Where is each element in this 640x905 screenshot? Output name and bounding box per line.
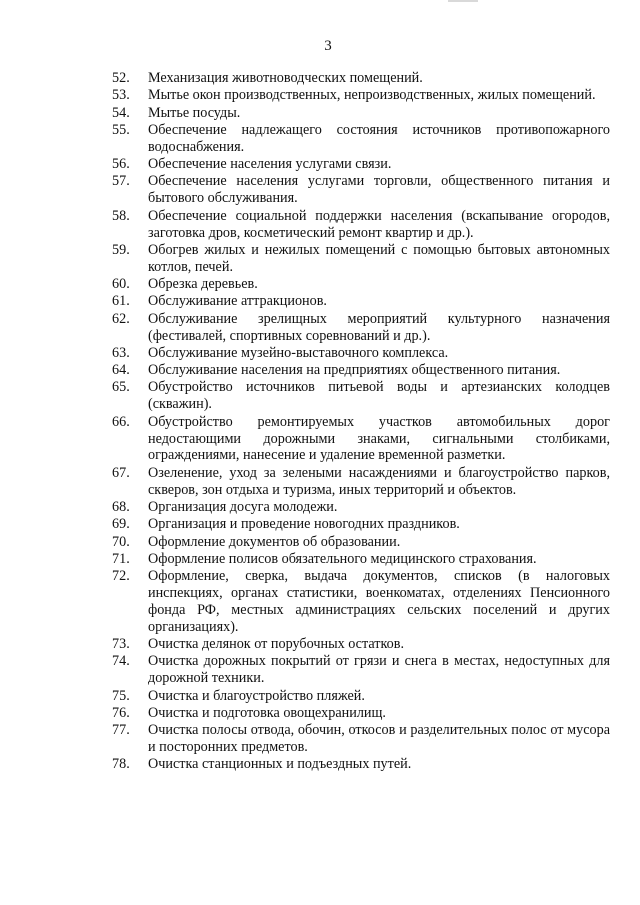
scan-artifact: [448, 0, 478, 2]
list-item-number: 68.: [112, 498, 130, 515]
list-item-text: Мытье посуды.: [148, 104, 241, 121]
list-item: [112, 293, 610, 310]
list-item: [112, 70, 610, 87]
list-item-number: 62.: [112, 310, 130, 327]
list-item: [112, 705, 610, 722]
list-item-number: 78.: [112, 756, 130, 773]
list-item-number: 57.: [112, 173, 130, 190]
list-item-number: 63.: [112, 344, 130, 361]
list-item-number: 52.: [112, 70, 130, 86]
list-item-text: Очистка дорожных покрытий от грязи и снега в местах, недоступных для дорожной техники.: [148, 653, 610, 687]
list-item: [112, 276, 610, 293]
list-item-number: 53.: [112, 87, 130, 104]
list-item-text: Очистка и благоустройство пляжей.: [148, 687, 365, 704]
list-item: [112, 311, 610, 345]
list-item-text: Обслуживание зрелищных мероприятий культурного назначения (фестивалей, спортивных соревнований и др.).: [148, 310, 610, 344]
numbered-list: [112, 70, 610, 774]
list-item-number: 60.: [112, 276, 130, 292]
list-item: [112, 568, 610, 636]
list-item: [112, 414, 610, 465]
list-item-text: Очистка делянок от порубочных остатков.: [148, 636, 404, 653]
list-item-text: Очистка и подготовка овощехранилищ.: [148, 704, 386, 721]
list-item: [112, 465, 610, 499]
list-item-number: 61.: [112, 293, 130, 310]
list-item: [112, 534, 610, 551]
list-item-text: Озеленение, уход за зелеными насаждениями и благоустройство парков, скверов, зон отдыха и туризма, иных территорий и объектов.: [148, 464, 610, 498]
list-item-text: Обеспечение населения услугами торговли, общественного питания и бытового обслуживания.: [148, 173, 610, 207]
list-item-number: 71.: [112, 550, 130, 567]
list-item: [112, 688, 610, 705]
list-item-number: 64.: [112, 362, 130, 379]
list-item-number: 67.: [112, 464, 130, 481]
list-item-text: Оформление документов об образовании.: [148, 533, 401, 550]
list-item-text: Обслуживание музейно-выставочного комплекса.: [148, 344, 449, 361]
list-item-number: 54.: [112, 104, 130, 121]
list-item-text: Обеспечение социальной поддержки населения (вскапывание огородов, заготовка дров, косметический ремонт квартир и др.).: [148, 207, 610, 241]
list-item-number: 59.: [112, 241, 130, 258]
list-item: [112, 242, 610, 276]
list-item: [112, 345, 610, 362]
list-item-text: Обеспечение населения услугами связи.: [148, 156, 392, 173]
list-item-text: Обогрев жилых и нежилых помещений с помощью бытовых автономных котлов, печей.: [148, 241, 610, 275]
list-item: [112, 551, 610, 568]
list-item-number: 58.: [112, 207, 130, 224]
list-item: [112, 122, 610, 156]
list-item-number: 77.: [112, 722, 130, 739]
list-item-text: Организация досуга молодежи.: [148, 498, 338, 515]
list-item-number: 65.: [112, 379, 130, 396]
list-item-text: Очистка полосы отвода, обочин, откосов и разделительных полос от мусора и посторонних предметов.: [148, 722, 610, 756]
list-item: [112, 105, 610, 122]
list-item: [112, 499, 610, 516]
list-item-text: Обеспечение надлежащего состояния источников противопожарного водоснабжения.: [148, 121, 610, 155]
list-item-number: 66.: [112, 413, 130, 430]
list-item-number: 55.: [112, 121, 130, 138]
list-item-number: 69.: [112, 516, 130, 533]
list-item-text: Обустройство источников питьевой воды и артезианских колодцев (скважин).: [148, 379, 610, 413]
list-item-text: Обрезка деревьев.: [148, 276, 258, 292]
list-item: [112, 156, 610, 173]
list-item-number: 74.: [112, 653, 130, 670]
list-item: [112, 756, 610, 773]
list-item-text: Мытье окон производственных, непроизводственных, жилых помещений.: [148, 87, 596, 104]
list-item-number: 73.: [112, 636, 130, 653]
list-item-number: 70.: [112, 533, 130, 550]
list-item: [112, 722, 610, 756]
list-item-number: 56.: [112, 156, 130, 173]
list-item: [112, 208, 610, 242]
list-item-number: 76.: [112, 704, 130, 721]
list-item-text: Оформление, сверка, выдача документов, списков (в налоговых инспекциях, органах статистики, военкоматах, отделениях Пенсионного фонда РФ, местных администрациях сельских поселений и других организациях).: [148, 568, 610, 635]
list-item: [112, 173, 610, 207]
list-item-text: Механизация животноводческих помещений.: [148, 70, 423, 86]
list-item: [112, 362, 610, 379]
list-item: [112, 653, 610, 687]
list-item-text: Обслуживание аттракционов.: [148, 293, 327, 310]
list-item-text: Оформление полисов обязательного медицинского страхования.: [148, 550, 537, 567]
list-item-text: Обустройство ремонтируемых участков автомобильных дорог недостающими дорожными знаками, сигнальными столбиками, ограждениями, нанесение и удаление временной разметки.: [148, 413, 610, 464]
list-item: [112, 87, 610, 104]
list-item-text: Обслуживание населения на предприятиях общественного питания.: [148, 362, 561, 379]
list-item-number: 75.: [112, 687, 130, 704]
list-item-text: Организация и проведение новогодних праздников.: [148, 516, 460, 533]
list-item-number: 72.: [112, 568, 130, 585]
list-item-text: Очистка станционных и подъездных путей.: [148, 756, 412, 773]
list-item: [112, 379, 610, 413]
list-item: [112, 636, 610, 653]
page-number: 3: [324, 38, 332, 54]
list-item: [112, 516, 610, 533]
